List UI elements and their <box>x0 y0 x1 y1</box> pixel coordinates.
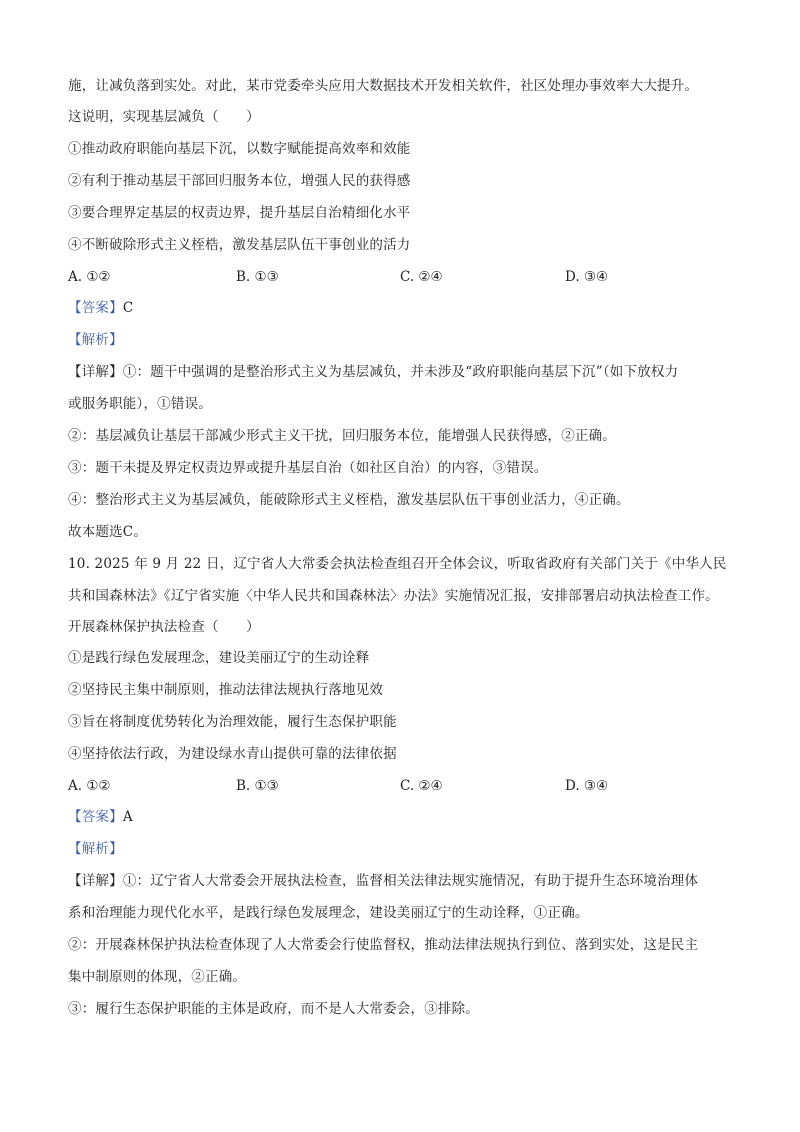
q9-detail-line-3: ②：基层减负让基层干部减少形式主义干扰，回归服务本位，能增强人民获得感，②正确。 <box>68 428 616 444</box>
q10-item-2: ②坚持民主集中制原则，推动法律法规执行落地见效 <box>68 682 384 698</box>
q10-item-1: ①是践行绿色发展理念，建设美丽辽宁的生动诠释 <box>68 650 370 666</box>
q10-stem-line-2: 共和国森林法》《辽宁省实施〈中华人民共和国森林法〉办法》实施情况汇报，安排部署启动执法检查工作。 <box>68 588 719 604</box>
q10-item-4: ④坚持依法行政，为建设绿水青山提供可靠的法律依据 <box>68 746 397 762</box>
q10-detail-line-2: 系和治理能力现代化水平，是践行绿色发展理念，建设美丽辽宁的生动诠释，①正确。 <box>68 905 589 921</box>
q10-option-a: A. ①② <box>68 778 111 794</box>
q9-item-3: ③要合理界定基层的权责边界，提升基层自治精细化水平 <box>68 205 411 221</box>
q9-analysis <box>68 330 123 350</box>
q10-answer <box>68 807 133 827</box>
q9-analysis-tag: 【解析】 <box>68 332 123 348</box>
q9-answer-tag: 【答案】 <box>68 300 123 316</box>
q9-option-a: A. ①② <box>68 269 111 285</box>
q10-detail-line-4: 集中制原则的体现，②正确。 <box>68 969 247 985</box>
q10-analysis <box>68 839 123 859</box>
q9-option-d: D. ③④ <box>565 269 609 285</box>
q10-detail-line-3: ②：开展森林保护执法检查体现了人大常委会行使监督权，推动法律法规执行到位、落到实处，这是民主 <box>68 937 699 953</box>
q10-stem-line-3: 开展森林保护执法检查（ ） <box>68 619 260 635</box>
q9-item-4: ④不断破除形式主义桎梏，激发基层队伍干事创业的活力 <box>68 237 411 253</box>
q10-stem-line-1: 10. 2025 年 9 月 22 日，辽宁省人大常委会执法检查组召开全体会议，听取省政府有关部门关于《中华人民 <box>68 556 727 572</box>
q10-answer-value: A <box>122 809 133 825</box>
q9-detail-line-2: 或服务职能），①错误。 <box>68 396 212 412</box>
q9-detail-text-1: ①：题干中强调的是整治形式主义为基层减负，并未涉及“政府职能向基层下沉”（如下放权力 <box>122 364 679 380</box>
q10-detail-line-5: ③：履行生态保护职能的主体是政府，而不是人大常委会，③排除。 <box>68 1001 479 1017</box>
q10-detail-tag: 【详解】 <box>68 873 123 889</box>
q9-detail-line-1 <box>68 362 678 382</box>
q9-detail-line-5: ④：整治形式主义为基层减负，能破除形式主义桎梏，激发基层队伍干事创业活力，④正确。 <box>68 492 630 508</box>
q9-item-1: ①推动政府职能向基层下沉，以数字赋能提高效率和效能 <box>68 141 411 157</box>
q10-detail-line-1 <box>68 871 698 891</box>
q9-stem-line-1: 施，让减负落到实处。对此，某市党委牵头应用大数据技术开发相关软件，社区处理办事效率大大提升。 <box>68 78 699 94</box>
q10-option-b: B. ①③ <box>236 778 279 794</box>
q9-option-b: B. ①③ <box>236 269 279 285</box>
q9-detail-line-4: ③：题干未提及界定权责边界或提升基层自治（如社区自治）的内容，③错误。 <box>68 460 548 476</box>
q9-item-2: ②有利于推动基层干部回归服务本位，增强人民的获得感 <box>68 173 411 189</box>
q9-conclusion: 故本题选C。 <box>68 524 148 540</box>
q9-answer <box>68 298 133 318</box>
q10-detail-text-1: ①：辽宁省人大常委会开展执法检查，监督相关法律法规实施情况，有助于提升生态环境治理体 <box>122 873 699 889</box>
q10-answer-tag: 【答案】 <box>68 809 123 825</box>
q10-analysis-tag: 【解析】 <box>68 841 123 857</box>
q9-detail-tag: 【详解】 <box>68 364 123 380</box>
q10-option-c: C. ②④ <box>400 778 443 794</box>
q9-answer-value: C <box>122 300 134 316</box>
q10-item-3: ③旨在将制度优势转化为治理效能，履行生态保护职能 <box>68 714 397 730</box>
q9-option-c: C. ②④ <box>400 269 443 285</box>
q9-stem-line-2: 这说明，实现基层减负（ ） <box>68 109 260 125</box>
q10-option-d: D. ③④ <box>565 778 609 794</box>
